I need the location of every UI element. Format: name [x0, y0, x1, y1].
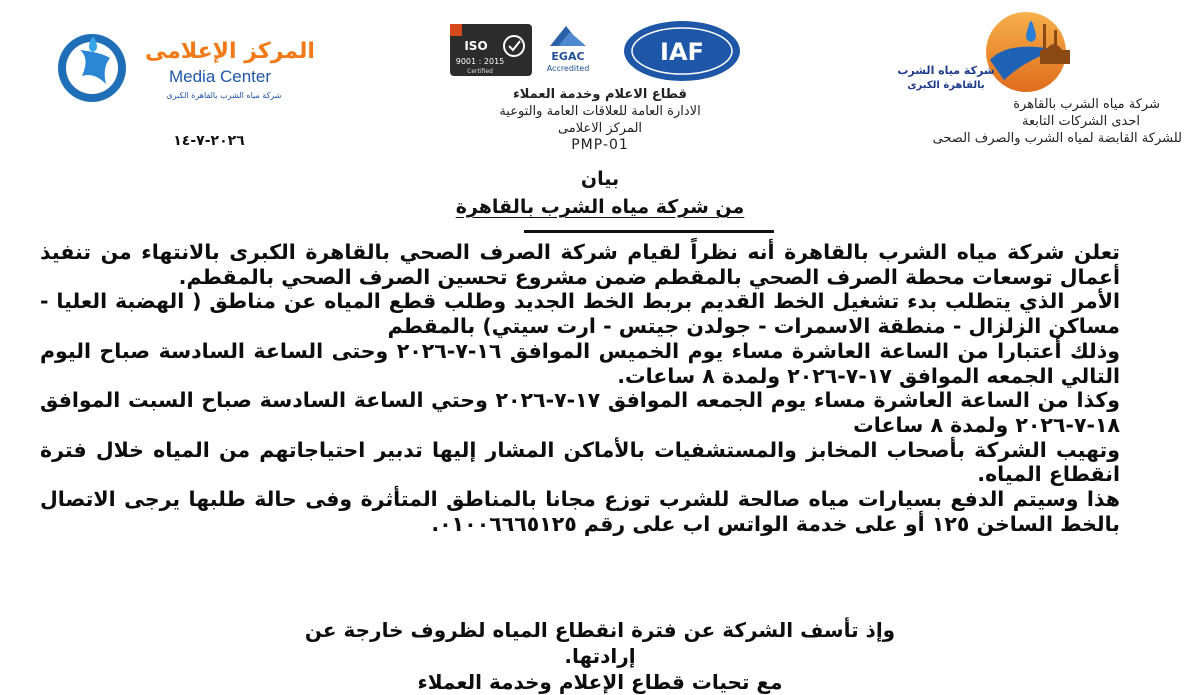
cairo-water-logo [897, 10, 1086, 102]
iso-badge-icon [450, 24, 532, 76]
paragraph-tankers: هذا وسيتم الدفع بسيارات مياه صالحة للشرب توزع مجانا بالمناطق المتأثرة وفى حالة طلبها يرجى الاتصال بالخط الساخن ١٢٥ أو على خدمة الواتس اب على رقم ٠١٠٠٦٦٦٥١٢٥. [40, 487, 1120, 536]
letterhead [0, 0, 1200, 165]
paragraph-bakeries: وتهيب الشركة بأصحاب المخابز والمستشفيات بالأماكن المشار إليها تدبير احتياجاتهم من المياه خلال فترة انقطاع المياه. [40, 437, 1120, 487]
svg-text:9001 : 2015: 9001 : 2015 [455, 57, 505, 66]
svg-text:ISO: ISO [464, 39, 488, 53]
title-divider [524, 230, 774, 233]
statement-body [40, 240, 1120, 536]
media-center-sub: شركة مياه الشرب بالقاهرة الكبرى [166, 91, 282, 100]
globe-icon [58, 34, 126, 102]
mosque-skyline-icon [1040, 24, 1070, 64]
paragraph-intro: تعلن شركة مياه الشرب بالقاهرة أنه نظراً لقيام شركة الصرف الصحي بالقاهرة الكبرى بالانتهاء من تنفيذ أعمال توسعات محطة الصرف الصحي بالمقطم ضمن مشروع تحسين الصرف الصحي بالمقطم. [40, 240, 1120, 289]
sector-line-3: المركز الاعلامى [557, 121, 643, 136]
svg-text:Certified: Certified [467, 68, 493, 75]
paragraph-areas: الأمر الذي يتطلب بدء تشغيل الخط القديم بربط الخط الجديد وطلب قطع المياه عن مناطق ( الهضبة العليا - مساكن الزلزال - منطقة الاسمرات - جولدن جيتس - ارت سيتي) بالمقطم [40, 289, 1120, 339]
statement-title: بيان [580, 168, 620, 190]
egac-badge-icon [547, 26, 590, 73]
paragraph-period-1: وذلك أعتبارا من الساعة العاشرة مساء يوم الخميس الموافق ١٦-٧-٢٠٢٦ وحتى الساعة السادسة صباح اليوم التالي الجمعه الموافق ١٧-٧-٢٠٢٦ ولمدة ٨ ساعات. [40, 338, 1120, 388]
media-center-arabic: المركز الإعلامى [145, 39, 315, 64]
iaf-badge-icon [624, 21, 740, 81]
svg-text:EGAC: EGAC [551, 50, 585, 63]
sector-lines [400, 86, 800, 154]
cairo-water-logo-line2: بالقاهرة الكبرى [907, 80, 985, 91]
closing-signature: مع تحيات قطاع الإعلام وخدمة العملاء [417, 670, 783, 694]
certification-logos [446, 16, 746, 86]
statement-subtitle: من شركة مياه الشرب بالقاهرة [455, 196, 745, 218]
media-center-logo [54, 28, 315, 108]
org-line-3: للشركة القابضة لمياه الشرب والصرف الصحى [932, 131, 1182, 146]
statement-date: ٢٠٢٦-٧-١٤ [173, 133, 245, 149]
statement-closing [300, 617, 900, 695]
sector-line-2: الادارة العامة للعلاقات العامة والتوعية [499, 104, 701, 119]
media-center-english: Media Center [168, 67, 272, 86]
svg-text:IAF: IAF [660, 38, 704, 66]
document-code: PMP-01 [571, 137, 629, 153]
company-org-lines [780, 96, 1200, 147]
paragraph-period-2: وكذا من الساعة العاشرة مساء يوم الجمعه الموافق ١٧-٧-٢٠٢٦ وحتي الساعة السادسة صباح السبت الموافق ١٨-٧-٢٠٢٦ ولمدة ٨ ساعات [40, 388, 1120, 437]
svg-text:Accredited: Accredited [546, 64, 590, 73]
org-line-2: احدى الشركات التابعة [1022, 114, 1140, 129]
cairo-water-logo-line1: شركة مياه الشرب [897, 64, 995, 77]
sector-line-1: قطاع الاعلام وخدمة العملاء [513, 87, 687, 102]
closing-apology: وإذ تأسف الشركة عن فترة انقطاع المياه لظروف خارجة عن إرادتها. [304, 618, 896, 668]
org-line-1: شركة مياه الشرب بالقاهرة [1013, 97, 1160, 112]
